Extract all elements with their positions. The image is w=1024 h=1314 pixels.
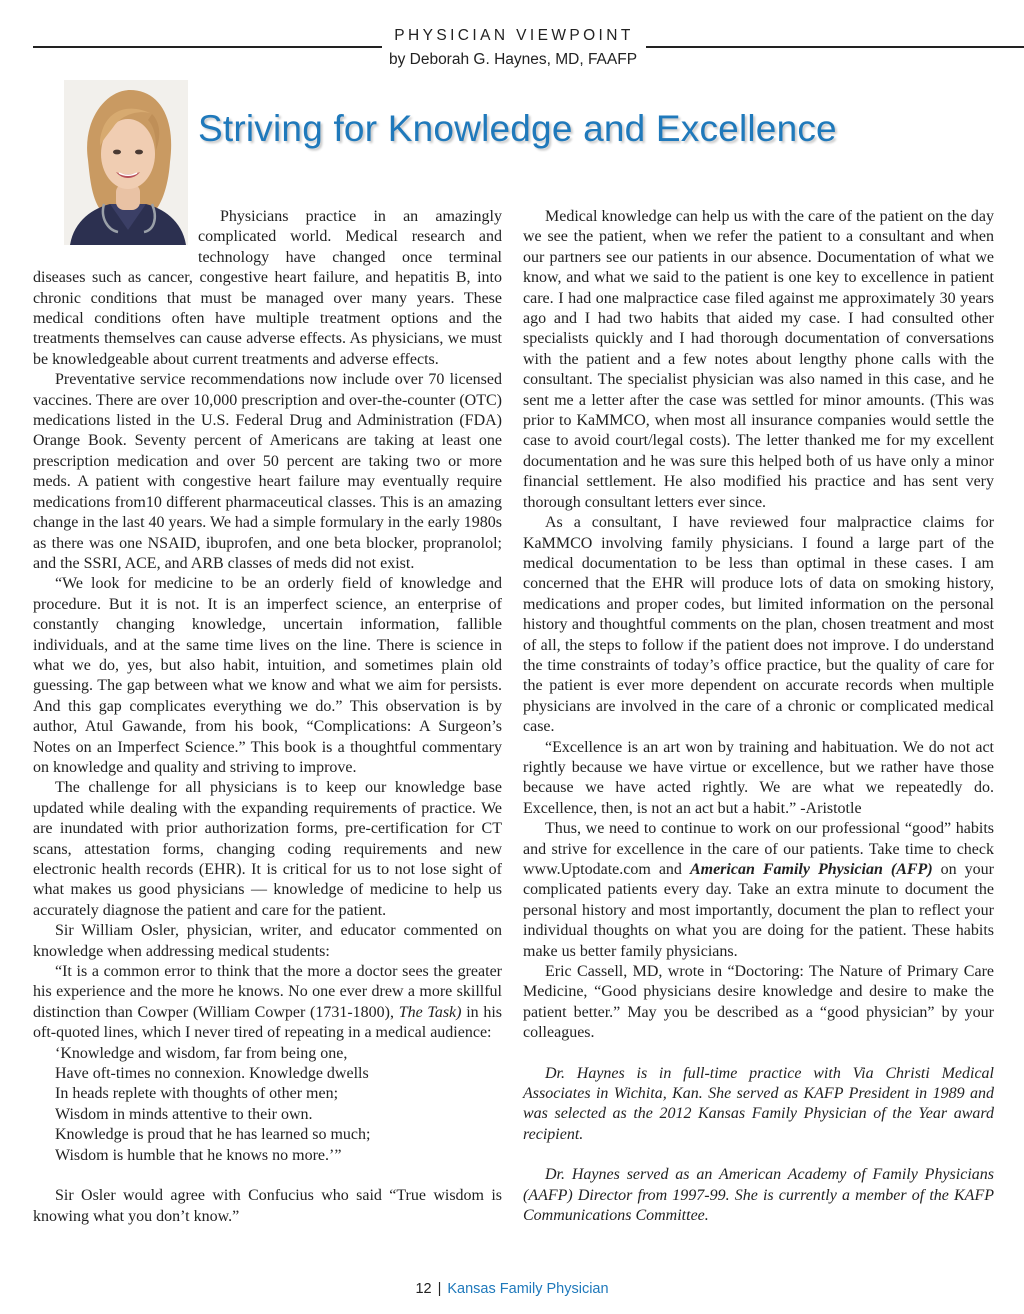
right-paragraph-3: “Excellence is an art won by training and habituation. We do not act rightly because we have virtue or excellence, but we rather have those because we have acted rightly. We are what we repeatedly do. Excellence, then, is not an act but a habit.” -Aristotle <box>523 738 994 817</box>
left-paragraph-6 <box>33 962 502 1044</box>
lead-rest: diseases such as cancer, congestive heart failure, and hepatitis B, into chronic conditions that must be managed over many years. These medical conditions often have multiple treatment options and the treatments themselves can cause adverse effects. As physicians, we must be knowledgeable about current treatments and adverse effects. <box>33 269 502 368</box>
spacer <box>523 1145 994 1165</box>
left-paragraph-2: Preventative service recommendations now include over 70 licensed vaccines. There are over 10,000 prescription and over-the-counter (OTC) medications listed in the U.S. Federal Drug and Administration (FDA) Orange Book. Seventy percent of Americans are taking at least one prescription medication and over 50 percent are taking two or more meds. A patient with congestive heart failure may eventually require medications from10 different pharmaceutical classes. This is an amazing change in the last 40 years. We had a simple formulary in the early 1980s as there was one NSAID, ibuprofen, and one beta blocker, propranolol; and the SSRI, ACE, and ARB classes of meds did not exist. <box>33 371 502 572</box>
left-column <box>33 207 502 1227</box>
osler-quote-start: “It is a common error to think that the more a doctor sees the greater his experience and the more he knows. No one ever drew a more skillful distinction than Cowper (William Cowper (1731-1800), <box>33 963 502 1021</box>
author-bio-2: Dr. Haynes served as an American Academy of Family Physicians (AAFP) Director from 1997-99. She is currently a member of the KAFP Communications Committee. <box>523 1166 994 1225</box>
right-paragraph-4-start: Thus, we need to continue to work on our professional “good” habits and strive for excellence in the care of our patients. Take time to check www.Uptodate.com and <box>523 820 994 878</box>
left-paragraph-4: The challenge for all physicians is to keep our knowledge base updated while dealing with the expanding requirements of practice. We are inundated with prior authorization forms, pre-certification for CT scans, attestation forms, changing coding requirements and new electronic health records (EHR). It is critical for us to not lose sight of what makes us good physicians — knowledge of medicine to help us accurately diagnose the patient and care for the patient. <box>33 779 502 919</box>
page-number: 12 <box>415 1281 432 1297</box>
poem-line: ‘Knowledge and wisdom, far from being one, <box>55 1044 348 1062</box>
left-paragraph-1 <box>33 207 502 370</box>
osler-quote-end: in his oft-quoted lines, which I never tired of repeating in a medical audience: <box>33 1003 503 1042</box>
lead-line-2: complicated world. Medical research and <box>198 228 502 246</box>
lead-line-1: Physicians practice in an amazingly <box>220 208 502 225</box>
journal-name: American Family Physician (AFP) <box>689 861 933 878</box>
osler-quote-book-title: The Task) <box>398 1003 462 1021</box>
right-paragraph-4-end: on your complicated patients every day. Take an extra minute to document the personal history and most importantly, document the plan to reflect your individual thoughts on what you are doing for the patient. These habits make us better family physicians. <box>523 861 995 960</box>
author-bio-1: Dr. Haynes is in full-time practice with Via Christi Medical Associates in Wichita, Kan. She served as KAFP President in 1989 and was selected as the 2012 Kansas Family Physician of the Year award recipient. <box>523 1064 994 1143</box>
right-paragraph-4 <box>523 819 994 962</box>
poem-line: Knowledge is proud that he has learned so much; <box>55 1126 371 1144</box>
poem-line: Have oft-times no connexion. Knowledge dwells <box>55 1065 369 1083</box>
footer-separator: | <box>437 1281 442 1297</box>
poem-line: Wisdom is humble that he knows no more.’” <box>55 1146 342 1164</box>
poem <box>33 1044 502 1166</box>
poem-line: In heads replete with thoughts of other men; <box>55 1085 339 1103</box>
spacer <box>33 1166 502 1186</box>
publication-name: Kansas Family Physician <box>447 1281 609 1297</box>
section-label: PHYSICIAN VIEWPOINT <box>394 27 634 44</box>
left-paragraph-3: “We look for medicine to be an orderly field of knowledge and procedure. But it is not. It is an imperfect science, an enterprise of constantly changing knowledge, uncertain information, fallible individuals, and at the same time lives on the line. There is science in what we do, yes, but also habit, intuition, and sometimes plain old guessing. The gap between what we know and what we aim for persists. And this gap complicates everything we do.” This observation is by author, Atul Gawande, from his book, “Complications: A Surgeon’s Notes on an Imperfect Science.” This book is a thoughtful commentary on knowledge and quality and striving to improve. <box>33 575 502 776</box>
right-paragraph-5: Eric Cassell, MD, wrote in “Doctoring: The Nature of Primary Care Medicine, “Good physicians desire knowledge and desire to make the patient better.” May you be described as a “good physician” by your colleagues. <box>523 963 994 1042</box>
header-rule-left <box>33 46 382 48</box>
spacer <box>523 1044 994 1064</box>
left-paragraph-7: Sir Osler would agree with Confucius who said “True wisdom is knowing what you don’t know.” <box>33 1187 502 1225</box>
right-paragraph-2: As a consultant, I have reviewed four malpractice claims for KaMMCO involving family physicians. I found a large part of the medical documentation to be less than optimal in these cases. I am concerned that the EHR will produce lots of data on smoking history, medications and proper codes, but limited information on the personal history and thoughtful comments on the plan, chosen treatment and most of all, the steps to follow if the patient does not improve. I do understand the time constraints of today’s office practice, but the quality of care for the patient is ever more dependent on accurate records when multiple physicians are involved in the care of a chronic or complicated medical case. <box>523 514 994 736</box>
lead-line-3: technology have changed once terminal <box>198 248 502 266</box>
byline: by Deborah G. Haynes, MD, FAAFP <box>388 51 638 68</box>
left-paragraph-5: Sir William Osler, physician, writer, and educator commented on knowledge when addressing medical students: <box>33 922 502 960</box>
right-paragraph-1: Medical knowledge can help us with the care of the patient on the day we see the patient, when we refer the patient to a consultant and when our partners see our patients in our absence. Documentation of what we know, and what we said to the patient is one key to excellence in patient care. I had one malpractice case filed against me approximately 30 years ago and I had two habits that aided my case. I had consulted other specialists quickly and I had thorough documentation of conversations with the patient and a few notes about lengthy phone calls with the consultant. The specialist physician was also named in this case, and he sent me a letter after the case was settled for minor amounts. (This was prior to KaMMCO, when most all insurance companies would settle the case to avoid court/legal costs). The letter thanked me for my excellent documentation and he was sure this helped both of us have only a minor financial settlement. He also modified his practice and has sent very thorough consultant letters ever since. <box>523 208 994 511</box>
article-title: Striving for Knowledge and Excellence <box>198 108 837 149</box>
header-rule-right <box>646 46 1024 48</box>
right-column <box>523 207 994 1227</box>
page-footer <box>0 1281 1024 1297</box>
poem-line: Wisdom in minds attentive to their own. <box>55 1105 313 1123</box>
